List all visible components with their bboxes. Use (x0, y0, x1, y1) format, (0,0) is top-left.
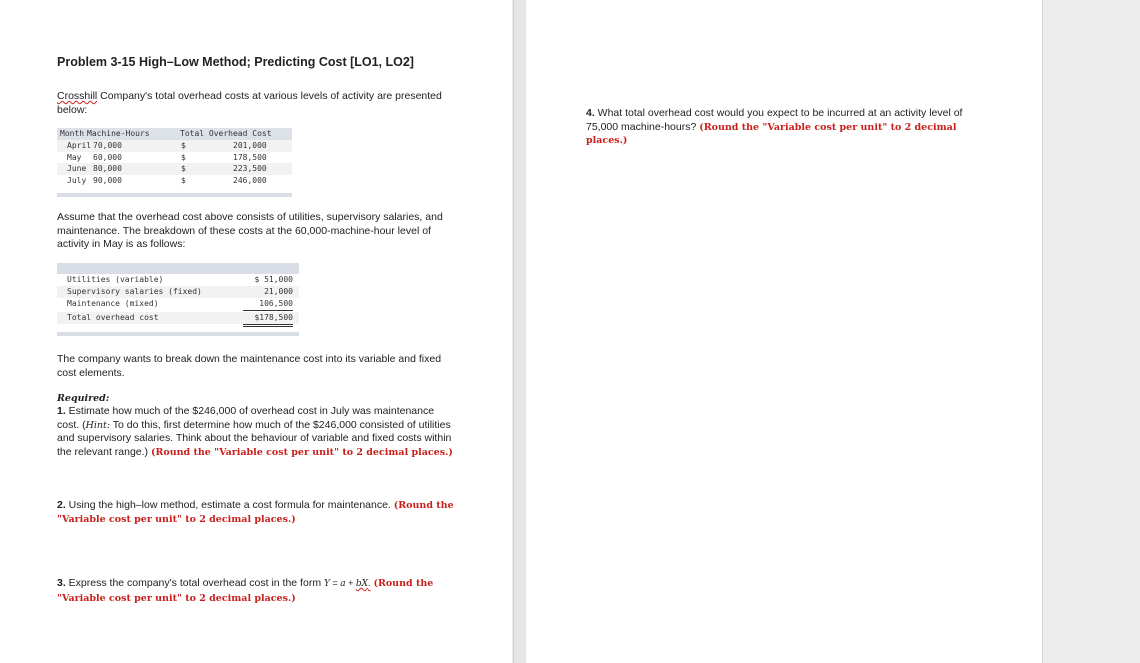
q1-hint: Hint: (85, 419, 111, 431)
q4-number: 4. (586, 107, 595, 119)
q2-round-instruction: (Round the "Variable cost per unit" to 2 decimal places.) (57, 500, 454, 525)
left-panel (0, 0, 512, 663)
q1-text: Estimate how much of the $246,000 of overhead cost in July was maintenance cost. ( (57, 405, 435, 431)
row-cost: 223,500 (233, 164, 267, 173)
q3-number: 3. (57, 577, 66, 589)
row-value: 106,500 (243, 298, 293, 311)
table-row (57, 152, 292, 164)
table-footer-bar (57, 193, 292, 197)
table-row (57, 140, 292, 152)
panel-divider[interactable] (513, 0, 527, 663)
row-cost: 201,000 (233, 141, 267, 150)
question-2 (57, 499, 457, 526)
formula-y: Y (323, 579, 330, 589)
table-footer-bar (57, 332, 299, 336)
row-machine-hours: 80,000 (93, 164, 122, 173)
header-month: Month (60, 129, 85, 138)
table-row (57, 298, 299, 310)
row-value: $ 51,000 (254, 275, 293, 284)
row-label: Maintenance (mixed) (67, 299, 159, 308)
formula-bx: bX (355, 579, 369, 589)
table-row (57, 286, 299, 298)
table-header (57, 128, 292, 140)
row-month: May (67, 152, 82, 162)
question-4 (586, 107, 966, 148)
row-machine-hours: 90,000 (93, 175, 122, 185)
question-1 (57, 405, 457, 459)
row-currency: $ (181, 175, 186, 185)
header-total-overhead: Total Overhead Cost (180, 129, 272, 138)
required-heading: Required: (57, 393, 110, 404)
q4-round-instruction: (Round the "Variable cost per unit" to 2 decimal places.) (586, 121, 957, 146)
assume-paragraph: Assume that the overhead cost above consists of utilities, supervisory salaries, and maintenance. The breakdown of these costs at the 60,000-machine-hour level of activity in May is as follows: (57, 211, 443, 250)
cost-breakdown-table (57, 263, 299, 336)
table-row (57, 274, 299, 286)
row-label: Utilities (variable) (67, 275, 164, 284)
row-value: 21,000 (264, 287, 293, 296)
break-down-paragraph: The company wants to break down the maintenance cost into its variable and fixed cost elements. (57, 353, 442, 379)
q1-text-b: To do this, first determine how much of the $246,000 consisted of utilities and supervisory salaries. Think about the behaviour of variable and fixed costs within the relevant range.) (57, 418, 452, 458)
row-machine-hours: 60,000 (93, 152, 122, 162)
table-row (57, 175, 292, 187)
row-label: Total overhead cost (67, 313, 159, 322)
q2-number: 2. (57, 499, 66, 511)
q3-text: Express the company's total overhead cost in the form (65, 577, 324, 589)
row-month: June (67, 164, 87, 173)
problem-title: Problem 3-15 High–Low Method; Predicting Cost [LO1, LO2] (57, 55, 414, 69)
company-name: Crosshill (57, 90, 98, 102)
question-3 (57, 577, 457, 605)
row-currency: $ (181, 152, 186, 162)
row-machine-hours: 70,000 (93, 141, 122, 150)
right-panel (526, 0, 1043, 663)
row-cost: 246,000 (233, 175, 267, 185)
q2-text: Using the high–low method, estimate a cost formula for maintenance. (65, 499, 394, 511)
row-value: $178,500 (243, 312, 293, 327)
row-month: July (67, 175, 87, 185)
q1-number: 1. (57, 405, 66, 417)
intro-text: Company's total overhead costs at various levels of activity are presented below: (57, 90, 442, 116)
overhead-cost-table (57, 128, 292, 197)
table-header-bar (57, 263, 299, 274)
q4-text: What total overhead cost would you expect to be incurred at an activity level of 75,000 machine-hours? (586, 107, 963, 133)
table-body (57, 140, 292, 186)
row-month: April (67, 141, 92, 150)
formula-eq: = (329, 578, 341, 588)
q3-round-instruction: (Round the "Variable cost per unit" to 2 decimal places.) (57, 578, 434, 604)
formula-a: a (340, 579, 346, 589)
formula-period: . (368, 578, 371, 588)
formula-plus: + (345, 578, 356, 588)
table-row-total (57, 312, 299, 324)
table-row (57, 163, 292, 175)
required-label (57, 392, 457, 406)
row-label: Supervisory salaries (fixed) (67, 287, 202, 296)
q1-round-instruction: (Round the "Variable cost per unit" to 2 decimal places.) (150, 446, 453, 458)
row-currency: $ (181, 164, 186, 173)
intro-paragraph (57, 90, 457, 117)
row-currency: $ (181, 141, 186, 150)
row-cost: 178,500 (233, 152, 267, 162)
header-machine-hours: Machine-Hours (87, 129, 150, 138)
